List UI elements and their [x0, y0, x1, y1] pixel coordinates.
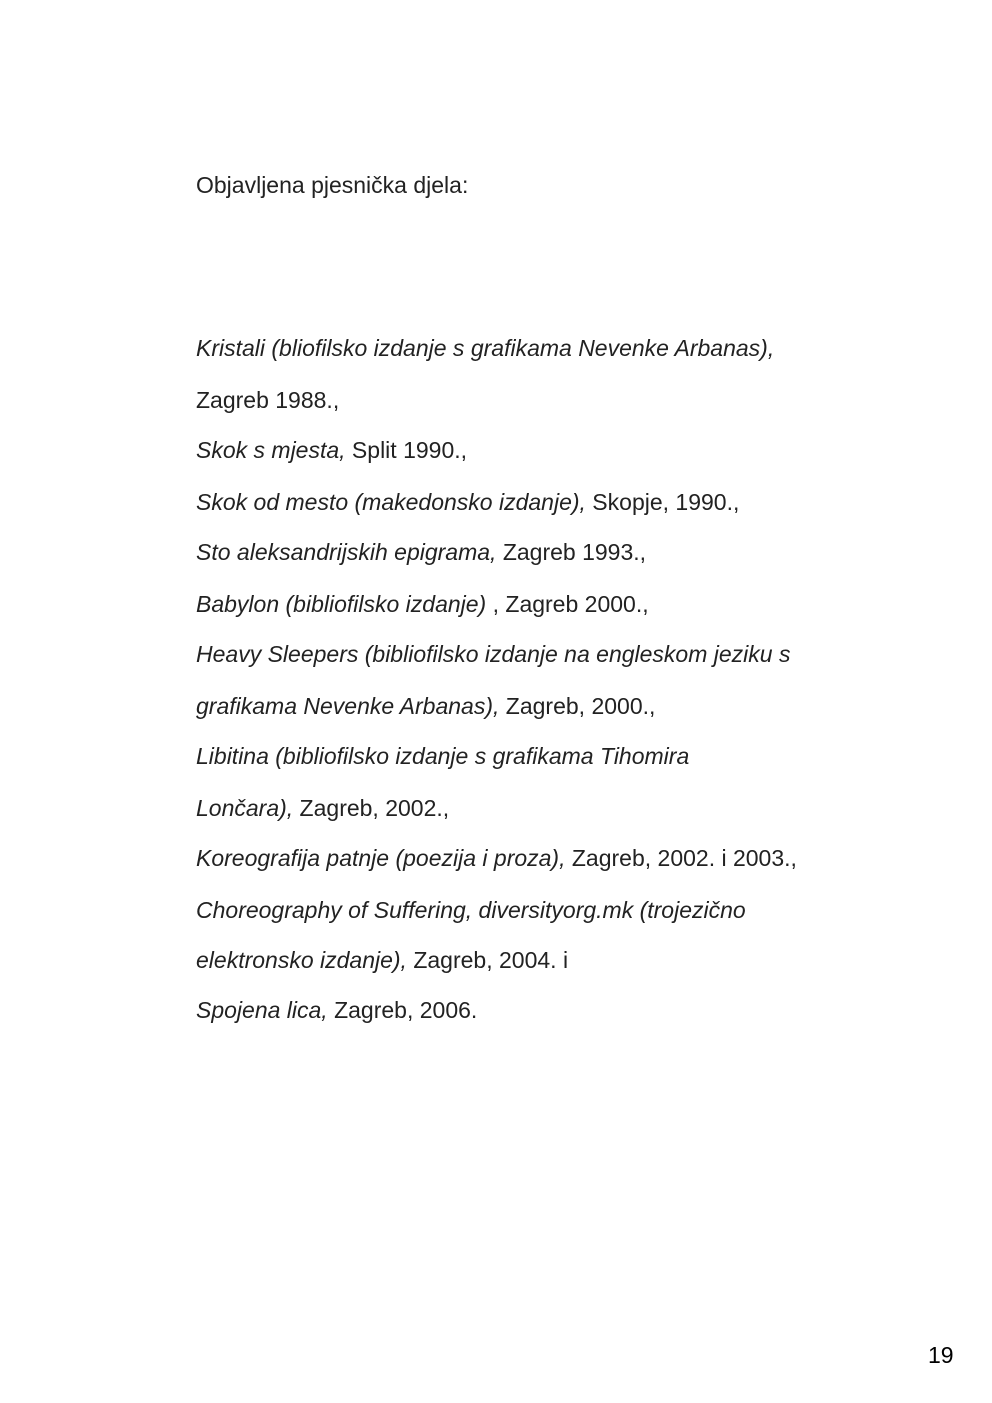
list-item: [196, 435, 467, 465]
work-title: elektronsko izdanje),: [196, 947, 407, 973]
section-heading: Objavljena pjesnička djela:: [196, 172, 469, 198]
work-details: Zagreb 1988.,: [196, 387, 340, 413]
work-details: Split 1990.,: [345, 437, 468, 463]
list-item: [196, 537, 646, 567]
work-title: Spojena lica,: [196, 997, 328, 1023]
list-item: [196, 639, 790, 669]
list-item: [196, 843, 797, 873]
list-item: [196, 895, 746, 925]
work-details: Zagreb, 2000.,: [499, 693, 656, 719]
list-item: [196, 945, 568, 975]
work-title: Kristali (bliofilsko izdanje s grafikama Nevenke Arbanas),: [196, 335, 775, 361]
list-item: [196, 995, 477, 1025]
work-title: Heavy Sleepers (bibliofilsko izdanje na engleskom jeziku s: [196, 641, 791, 667]
work-title: Libitina (bibliofilsko izdanje s grafikama Tihomira: [196, 743, 690, 769]
list-item: [196, 385, 339, 415]
list-item: [196, 333, 774, 363]
work-details: Zagreb, 2004. i: [406, 947, 569, 973]
work-title: Sto aleksandrijskih epigrama,: [196, 539, 497, 565]
work-title: Choreography of Suffering, diversityorg.mk (trojezično: [196, 897, 746, 923]
list-item: [196, 691, 655, 721]
work-title: Lončara),: [196, 795, 294, 821]
work-title: Babylon (bibliofilsko izdanje): [196, 591, 487, 617]
work-details: Zagreb, 2002.,: [293, 795, 450, 821]
work-details: Zagreb 1993.,: [496, 539, 647, 565]
work-title: grafikama Nevenke Arbanas),: [196, 693, 500, 719]
list-item: [196, 793, 449, 823]
work-details: , Zagreb 2000.,: [486, 591, 649, 617]
list-item: [196, 589, 649, 619]
work-details: Skopje, 1990.,: [585, 489, 740, 515]
list-item: [196, 741, 689, 771]
work-title: Koreografija patnje (poezija i proza),: [196, 845, 566, 871]
work-details: Zagreb, 2006.: [327, 997, 478, 1023]
work-title: Skok s mjesta,: [196, 437, 346, 463]
list-item: [196, 487, 739, 517]
page-number: 19: [928, 1342, 954, 1368]
work-details: Zagreb, 2002. i 2003.,: [565, 845, 797, 871]
work-title: Skok od mesto (makedonsko izdanje),: [196, 489, 586, 515]
